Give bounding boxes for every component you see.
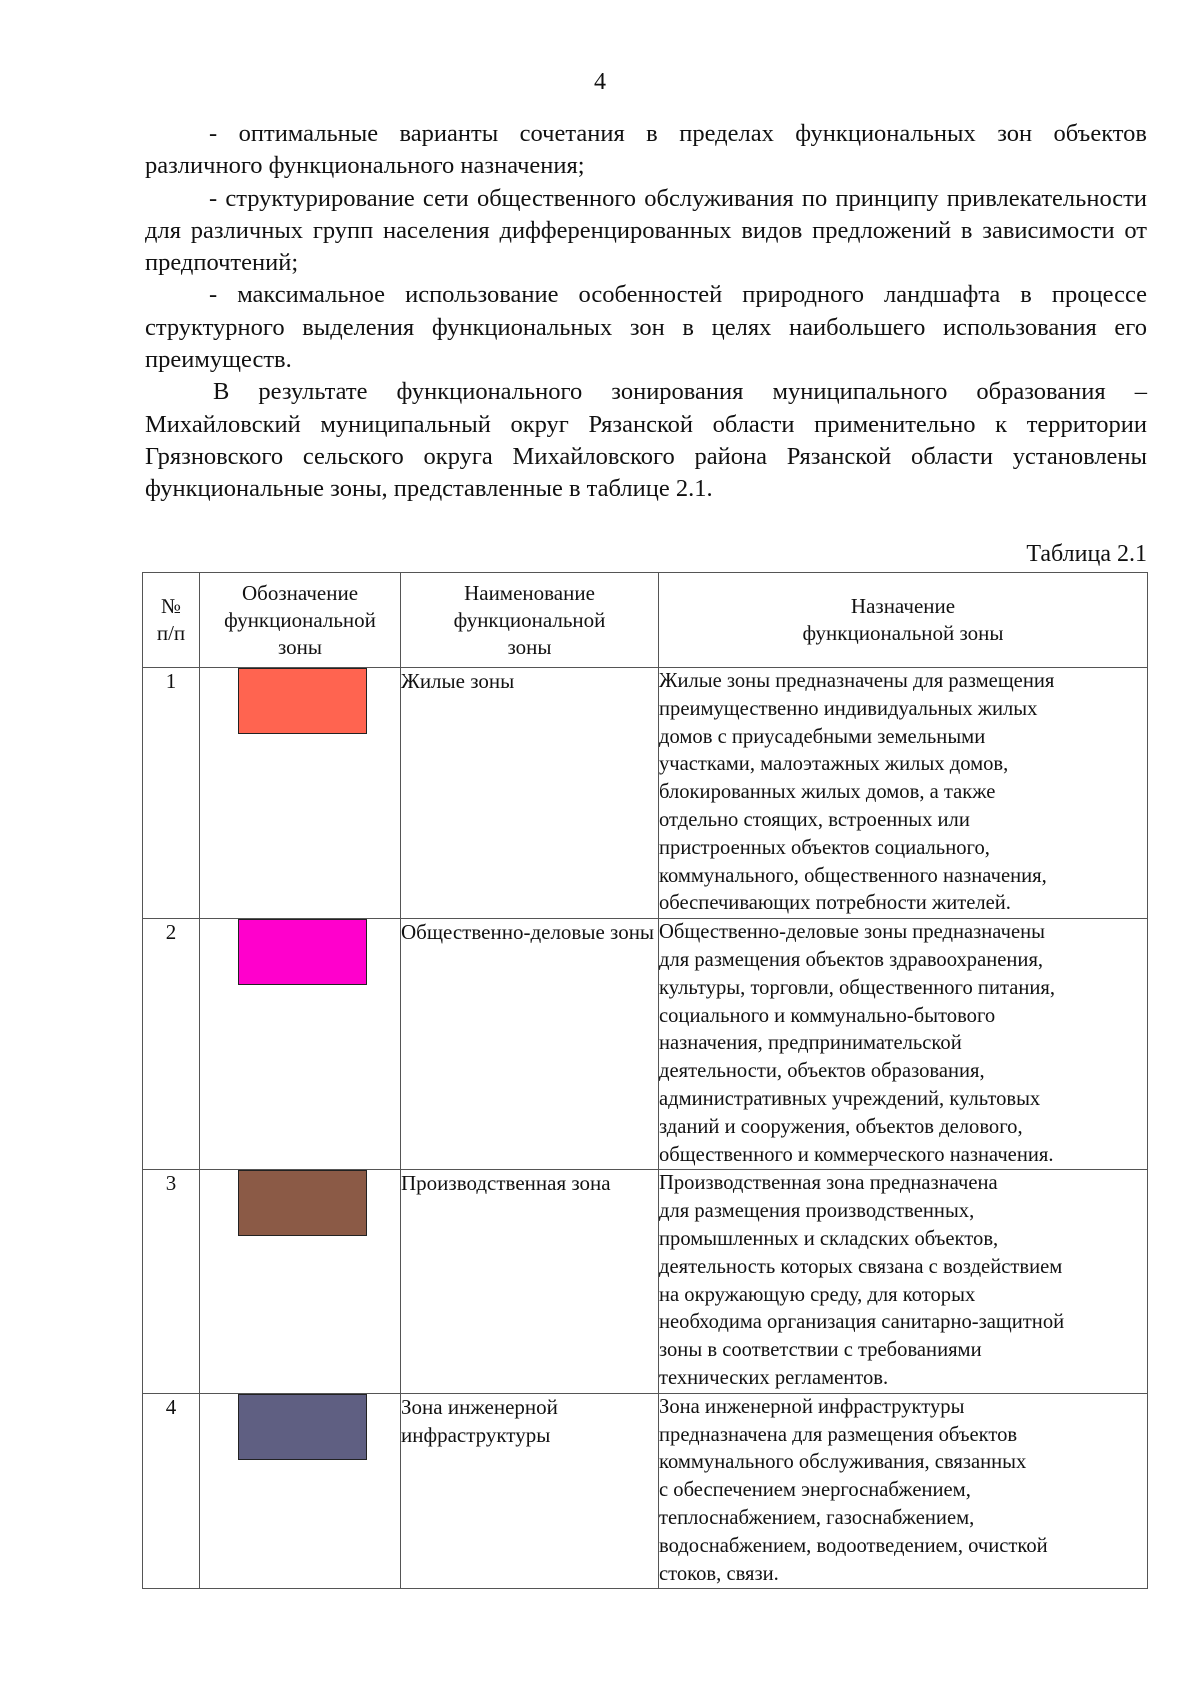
table-row	[143, 668, 1148, 919]
zone-color-swatch	[238, 1170, 367, 1236]
zone-description-line: Общественно-деловые зоны предназначены	[659, 921, 1045, 944]
zone-description-line: деятельность которых связана с воздействием	[659, 1255, 1063, 1278]
zone-description-line: Производственная зона предназначена	[659, 1172, 998, 1195]
zone-description	[659, 1393, 1148, 1589]
table-row	[143, 919, 1148, 1170]
zone-symbol-cell	[200, 668, 401, 919]
zone-description-line: водоснабжением, водоотведением, очисткой	[659, 1534, 1048, 1557]
row-number: 1	[143, 668, 200, 919]
header-purpose	[659, 573, 1148, 668]
zone-description-line: зоны в соответствии с требованиями	[659, 1339, 982, 1362]
zone-description-line: участками, малоэтажных жилых домов,	[659, 753, 1009, 776]
zone-name: Производственная зона	[401, 1170, 659, 1393]
row-number: 4	[143, 1393, 200, 1589]
zone-description-line: на окружающую среду, для которых	[659, 1283, 976, 1306]
zone-description	[659, 919, 1148, 1170]
zone-color-swatch	[238, 668, 367, 734]
header-name	[401, 573, 659, 668]
functional-zones-table	[142, 572, 1148, 1589]
table-caption: Таблица 2.1	[1026, 541, 1147, 567]
body-text	[145, 118, 1147, 506]
zone-description-line: преимущественно индивидуальных жилых	[659, 697, 1038, 720]
zone-description-line: Жилые зоны предназначены для размещения	[659, 670, 1055, 692]
header-purpose-line: функциональной зоны	[802, 621, 1004, 645]
row-number: 3	[143, 1170, 200, 1393]
header-symbol-line: функциональной	[224, 607, 376, 632]
zone-description-line: пристроенных объектов социального,	[659, 836, 990, 859]
zone-description-line: коммунального, общественного назначения,	[659, 864, 1047, 887]
zone-description-line: социального и коммунально-бытового	[659, 1004, 996, 1027]
zone-color-swatch	[238, 1394, 367, 1460]
zone-description-line: культуры, торговли, общественного питания,	[659, 976, 1056, 999]
zone-description-line: общественного и коммерческого назначения.	[659, 1143, 1054, 1166]
header-symbol-line: Обозначение	[241, 580, 359, 605]
zone-description-line: стоков, связи.	[659, 1562, 779, 1585]
header-name-line: функциональной	[453, 607, 606, 632]
zone-symbol-cell	[200, 1393, 401, 1589]
zone-description	[659, 1170, 1148, 1393]
zone-description-line: технических регламентов.	[659, 1366, 889, 1389]
zone-description-line: промышленных и складских объектов,	[659, 1227, 999, 1250]
zone-description-line: деятельности, объектов образования,	[659, 1060, 985, 1083]
header-symbol	[200, 573, 401, 668]
zone-description-line: коммунального обслуживания, связанных	[659, 1451, 1027, 1474]
zone-description	[659, 668, 1148, 919]
zone-symbol-cell	[200, 919, 401, 1170]
table-body	[143, 668, 1148, 1589]
zone-color-swatch	[238, 919, 367, 985]
row-number: 2	[143, 919, 200, 1170]
zone-description-line: блокированных жилых домов, а также	[659, 781, 996, 804]
zone-description-line: отдельно стоящих, встроенных или	[659, 808, 970, 831]
header-num-line: п/п	[156, 621, 186, 645]
table-row	[143, 1170, 1148, 1393]
zone-name: Зона инженерной инфраструктуры	[401, 1393, 659, 1589]
paragraph-bullet-2: - структурирование сети общественного обслуживания по принципу привлекательности для различных групп населения дифференцированных видов предложений в зависимости от предпочтений;	[145, 184, 1147, 277]
header-num-line: №	[160, 594, 182, 618]
zone-name: Общественно-деловые зоны	[401, 919, 659, 1170]
paragraph-bullet-1: - оптимальные варианты сочетания в пределах функциональных зон объектов различного функционального назначения;	[145, 120, 1147, 180]
header-purpose-line: Назначение	[850, 594, 956, 618]
header-name-line: Наименование	[464, 580, 595, 605]
header-num	[143, 573, 200, 668]
table-header-row	[143, 573, 1148, 668]
zone-description-line: теплоснабжением, газоснабжением,	[659, 1506, 975, 1529]
zone-description-line: зданий и сооружения, объектов делового,	[659, 1115, 1023, 1138]
zone-description-line: назначения, предпринимательской	[659, 1032, 962, 1055]
zone-description-line: необходима организация санитарно-защитной	[659, 1311, 1065, 1334]
zone-description-line: Зона инженерной инфраструктуры	[659, 1395, 965, 1418]
header-name-line: зоны	[507, 634, 552, 659]
page-number: 4	[594, 69, 606, 95]
paragraph-result: В результате функционального зонирования муниципального образования – Михайловский муниципальный округ Рязанской области применительно к территории Грязновского сельского округа Михайловского района Рязанской области установлены функциональные зоны, представленные в таблице 2.1.	[145, 378, 1147, 503]
zone-description-line: для размещения объектов здравоохранения,	[659, 948, 1044, 971]
zone-name: Жилые зоны	[401, 668, 659, 919]
table-row	[143, 1393, 1148, 1589]
zone-symbol-cell	[200, 1170, 401, 1393]
zone-description-line: обеспечивающих потребности жителей.	[659, 892, 1011, 915]
zone-description-line: домов с приусадебными земельными	[659, 725, 986, 748]
paragraph-bullet-3: - максимальное использование особенностей природного ландшафта в процессе структурного выделения функциональных зон в целях наибольшего использования его преимуществ.	[145, 281, 1147, 374]
zone-description-line: с обеспечением энергоснабжением,	[659, 1479, 971, 1502]
header-symbol-line: зоны	[277, 634, 323, 659]
zone-description-line: административных учреждений, культовых	[659, 1087, 1041, 1110]
zone-description-line: предназначена для размещения объектов	[659, 1423, 1018, 1446]
zone-description-line: для размещения производственных,	[659, 1200, 975, 1223]
